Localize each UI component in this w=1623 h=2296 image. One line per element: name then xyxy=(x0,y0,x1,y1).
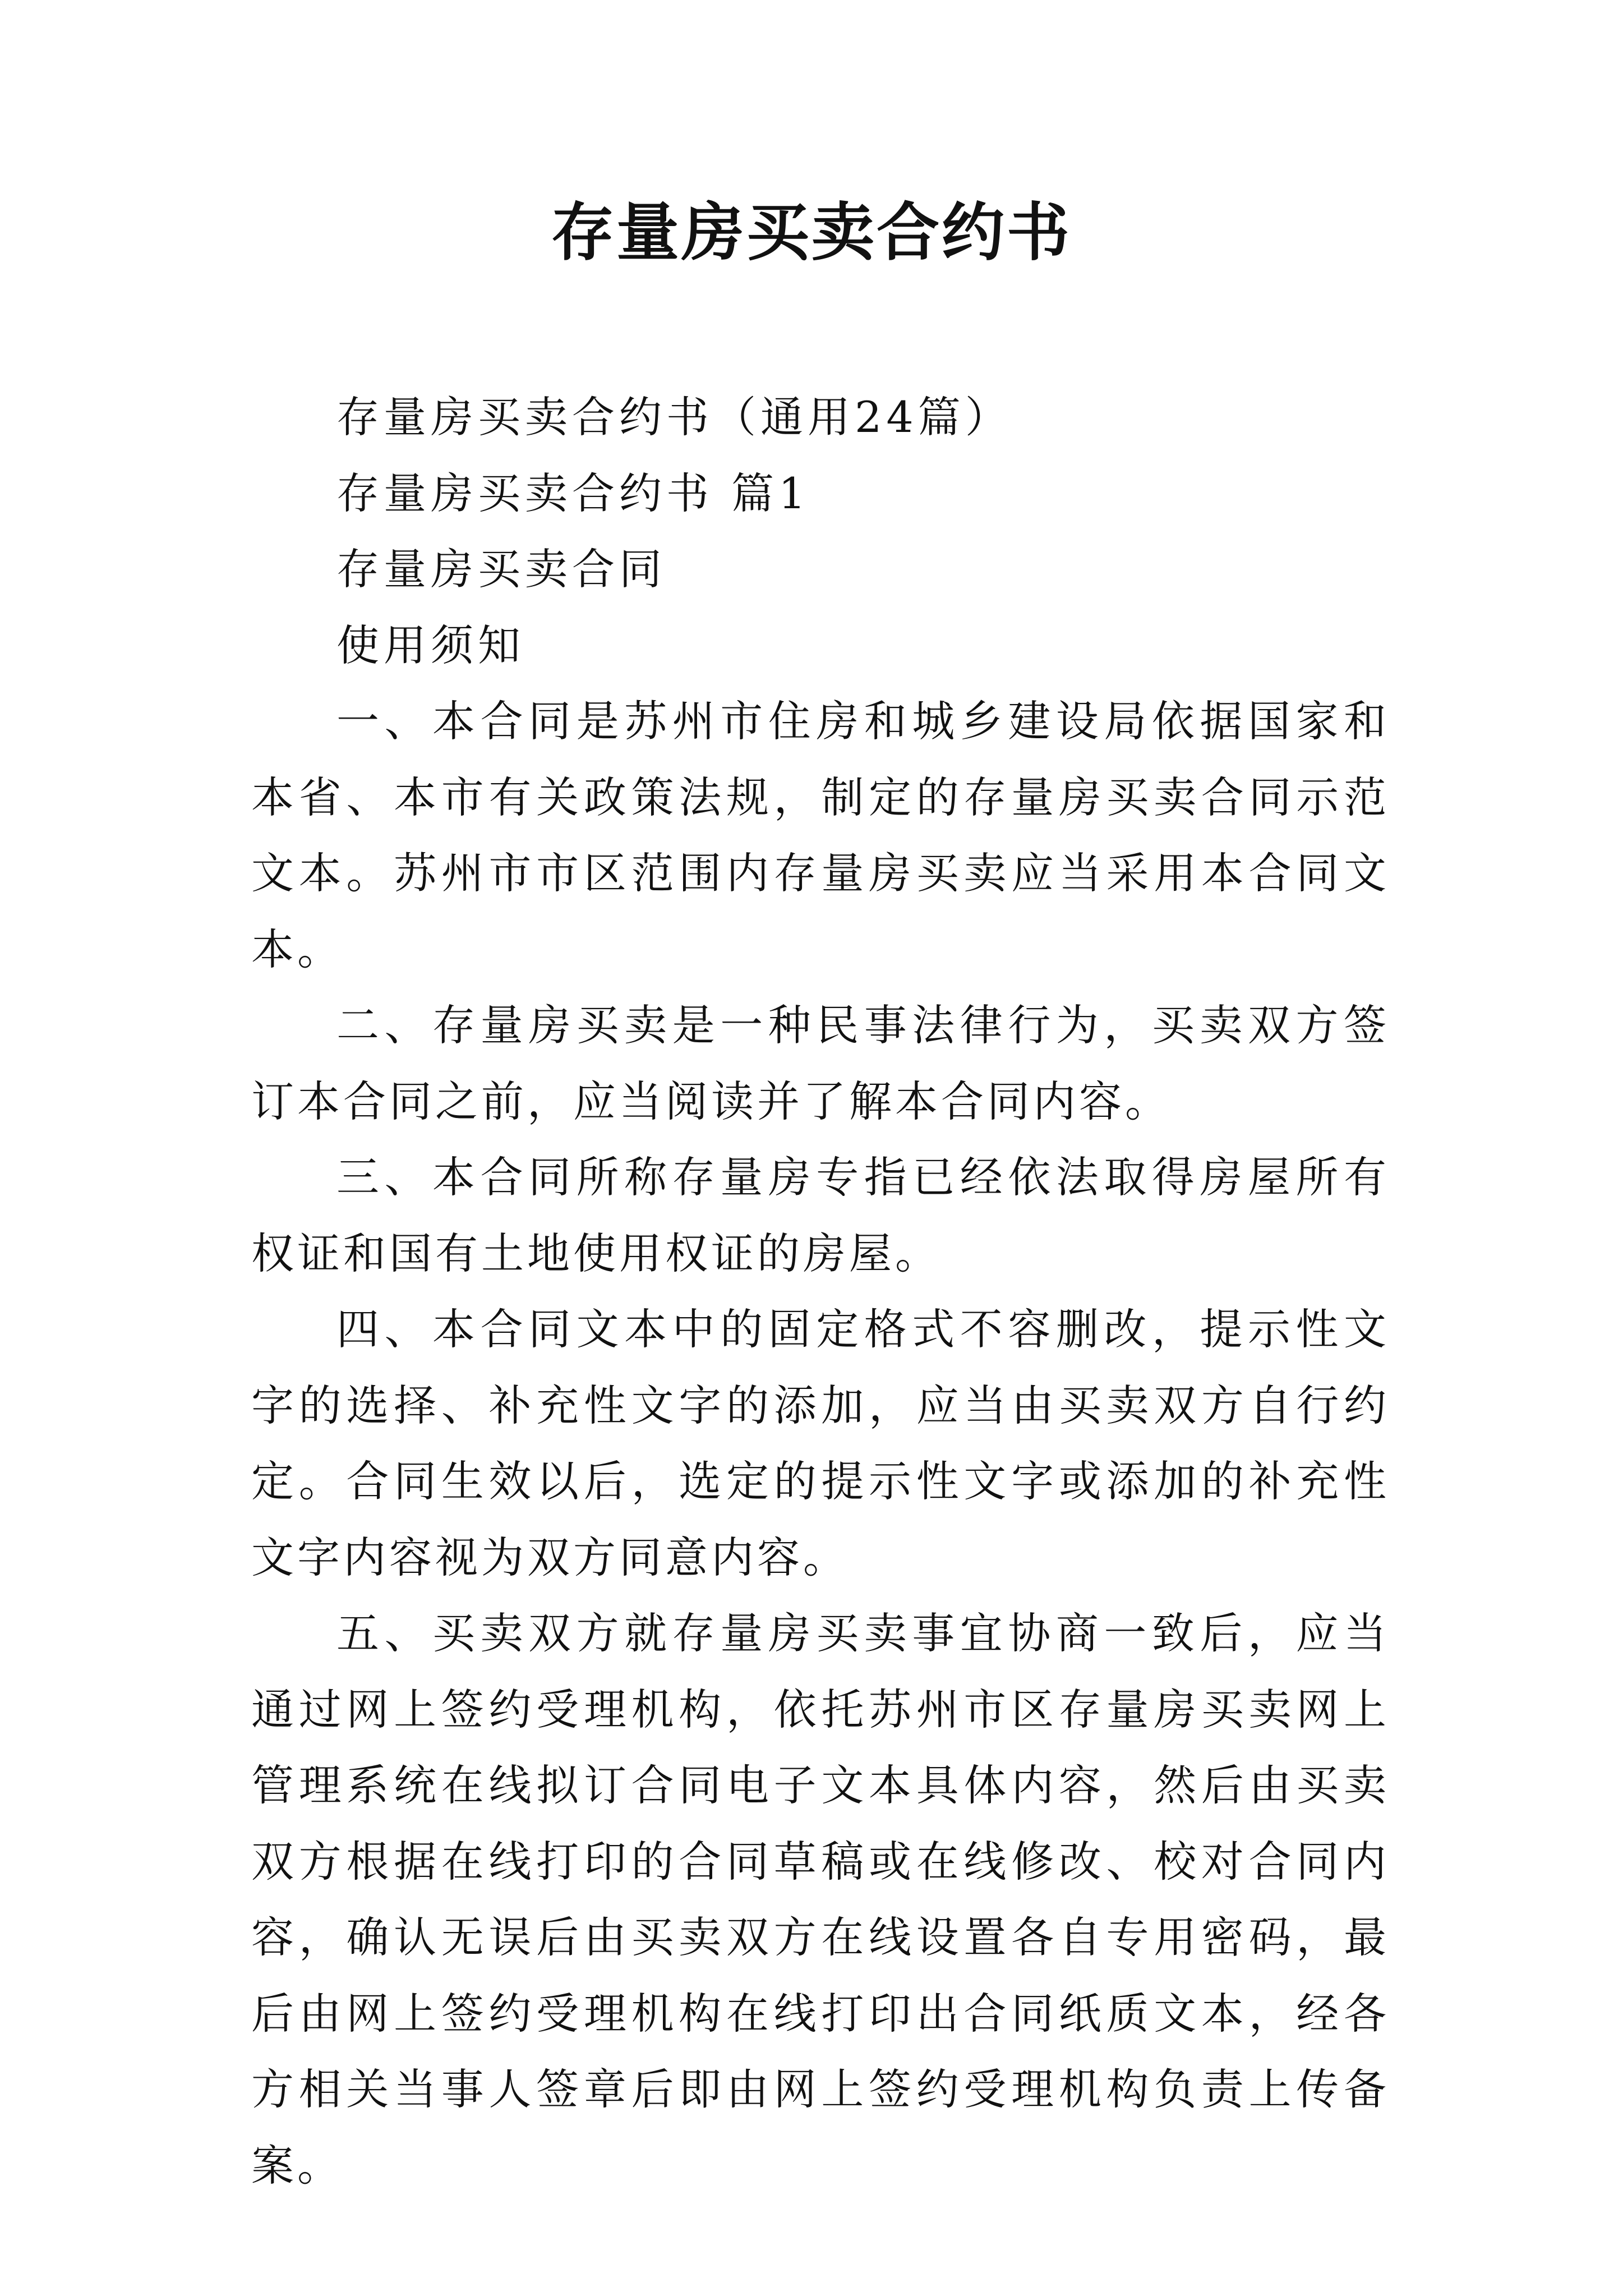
paragraph-2: 二、存量房买卖是一种民事法律行为，买卖双方签订本合同之前，应当阅读并了解本合同内容。 xyxy=(251,1000,1390,1126)
paragraph-3: 三、本合同所称存量房专指已经依法取得房屋所有权证和国有土地使用权证的房屋。 xyxy=(251,1152,1390,1278)
document-title: 存量房买卖合约书 xyxy=(551,196,1072,269)
notice-heading: 使用须知 xyxy=(336,620,525,670)
paragraph-5: 五、买卖双方就存量房买卖事宜协商一致后，应当通过网上签约受理机构，依托苏州市区存量房买卖网上管理系统在线拟订合同电子文本具体内容，然后由买卖双方根据在线打印的合同草稿或在线修改、校对合同内容，确认无误后由买卖双方在线设置各自专用密码，最后由网上签约受理机构在线打印出合同纸质文本，经各方相关当事人签章后即由网上签约受理机构负责上传备案。 xyxy=(251,1608,1390,2191)
contract-name: 存量房买卖合同 xyxy=(336,544,666,594)
paragraph-4: 四、本合同文本中的固定格式不容删改，提示性文字的选择、补充性文字的添加，应当由买卖双方自行约定。合同生效以后，选定的提示性文字或添加的补充性文字内容视为双方同意内容。 xyxy=(251,1304,1390,1582)
section-heading: 存量房买卖合约书 篇1 xyxy=(336,468,810,518)
document-body xyxy=(251,379,1390,2203)
paragraph-1: 一、本合同是苏州市住房和城乡建设局依据国家和本省、本市有关政策法规，制定的存量房买卖合同示范文本。苏州市市区范围内存量房买卖应当采用本合同文本。 xyxy=(251,696,1390,974)
subtitle-line: 存量房买卖合约书（通用24篇） xyxy=(336,392,1012,442)
